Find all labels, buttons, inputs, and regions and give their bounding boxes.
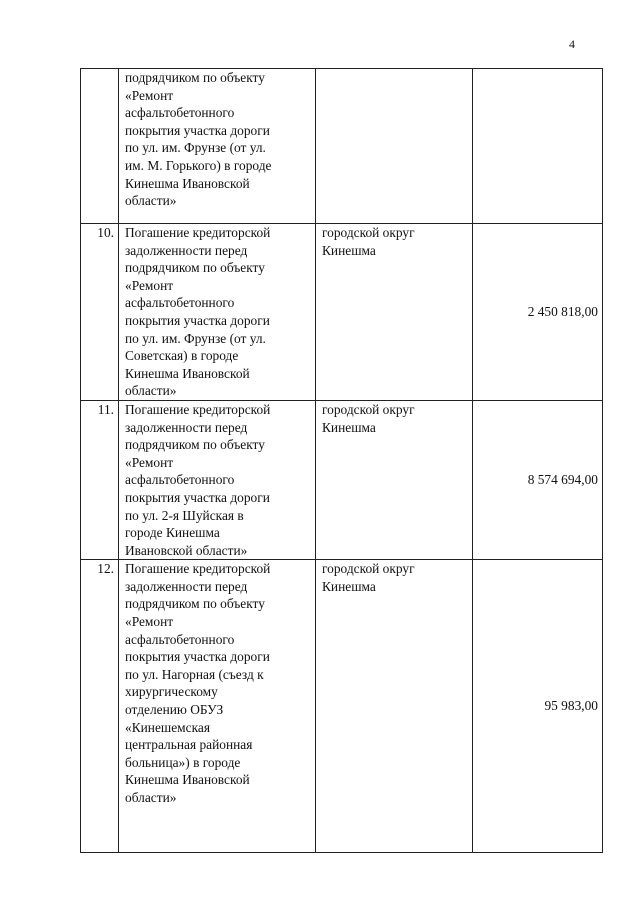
object-name-line: по ул. Нагорная (съезд к <box>125 666 264 682</box>
object-name-cell <box>119 69 316 224</box>
amount-cell: 2 450 818,00 <box>473 224 603 401</box>
object-name-line: Кинешма Ивановской <box>125 175 250 191</box>
object-name-cell <box>119 224 316 401</box>
object-name-line: «Ремонт <box>125 454 174 470</box>
table-row <box>81 224 603 401</box>
row-number-cell: 12. <box>81 560 119 853</box>
row-number-cell <box>81 69 119 224</box>
object-name-line: Погашение кредиторской <box>125 401 271 417</box>
object-name-line: Кинешма Ивановской <box>125 365 250 381</box>
budget-table <box>80 68 603 853</box>
object-name-line: им. М. Горького) в городе <box>125 157 272 173</box>
table-body <box>81 69 603 853</box>
municipality-line: городской округ <box>322 561 415 577</box>
amount-cell: 8 574 694,00 <box>473 400 603 559</box>
object-name-line: области» <box>125 790 177 805</box>
municipality-line: Кинешма <box>322 242 376 258</box>
object-name-line: «Ремонт <box>125 87 174 103</box>
object-name-line: асфальтобетонного <box>125 295 235 311</box>
object-name-line: «Кинешемская <box>125 719 210 735</box>
municipality-cell <box>316 69 473 224</box>
object-name-line: задолженности перед <box>125 578 248 594</box>
object-name-line: Погашение кредиторской <box>125 225 271 240</box>
municipality-line: Кинешма <box>322 419 376 435</box>
object-name-line: «Ремонт <box>125 277 174 293</box>
object-name-line: по ул. им. Фрунзе (от ул. <box>125 140 266 156</box>
object-name-line: отделению ОБУЗ <box>125 702 224 718</box>
object-name-line: Советская) в городе <box>125 348 239 364</box>
object-name-line: области» <box>125 383 177 399</box>
row-number-cell: 11. <box>81 400 119 559</box>
municipality-cell <box>316 400 473 559</box>
object-name-line: подрядчиком по объекту <box>125 70 265 85</box>
object-name-line: асфальтобетонного <box>125 472 235 488</box>
object-name-line: «Ремонт <box>125 614 174 630</box>
object-name-line: задолженности перед <box>125 242 248 258</box>
object-name-line: подрядчиком по объекту <box>125 596 265 612</box>
row-number-cell: 10. <box>81 224 119 401</box>
table-row <box>81 69 603 224</box>
object-name-cell <box>119 560 316 853</box>
table-row <box>81 400 603 559</box>
object-name-line: асфальтобетонного <box>125 631 235 647</box>
object-name-line: центральная районная <box>125 737 253 753</box>
amount-cell: 95 983,00 <box>473 560 603 853</box>
municipality-line: Кинешма <box>322 578 376 594</box>
object-name-cell <box>119 400 316 559</box>
object-name-line: Ивановской области» <box>125 542 248 558</box>
object-name-line: по ул. 2-я Шуйская в <box>125 507 244 523</box>
object-name-line: покрытия участка дороги <box>125 122 270 138</box>
object-name-line: больница») в городе <box>125 754 241 770</box>
page-number: 4 <box>569 37 575 51</box>
object-name-line: подрядчиком по объекту <box>125 260 265 276</box>
object-name-line: по ул. им. Фрунзе (от ул. <box>125 330 266 346</box>
table-row <box>81 560 603 853</box>
object-name-line: Кинешма Ивановской <box>125 772 250 788</box>
object-name-line: покрытия участка дороги <box>125 312 270 328</box>
object-name-line: городе Кинешма <box>125 525 220 541</box>
object-name-line: задолженности перед <box>125 419 248 435</box>
object-name-line: хирургическому <box>125 684 218 700</box>
municipality-line: городской округ <box>322 401 415 417</box>
object-name-line: области» <box>125 193 177 209</box>
municipality-cell <box>316 560 473 853</box>
object-name-line: подрядчиком по объекту <box>125 437 265 453</box>
amount-cell <box>473 69 603 224</box>
municipality-cell <box>316 224 473 401</box>
object-name-line: покрытия участка дороги <box>125 649 270 665</box>
municipality-line: городской округ <box>322 225 415 240</box>
object-name-line: покрытия участка дороги <box>125 489 270 505</box>
object-name-line: Погашение кредиторской <box>125 561 271 577</box>
object-name-line: асфальтобетонного <box>125 105 235 121</box>
